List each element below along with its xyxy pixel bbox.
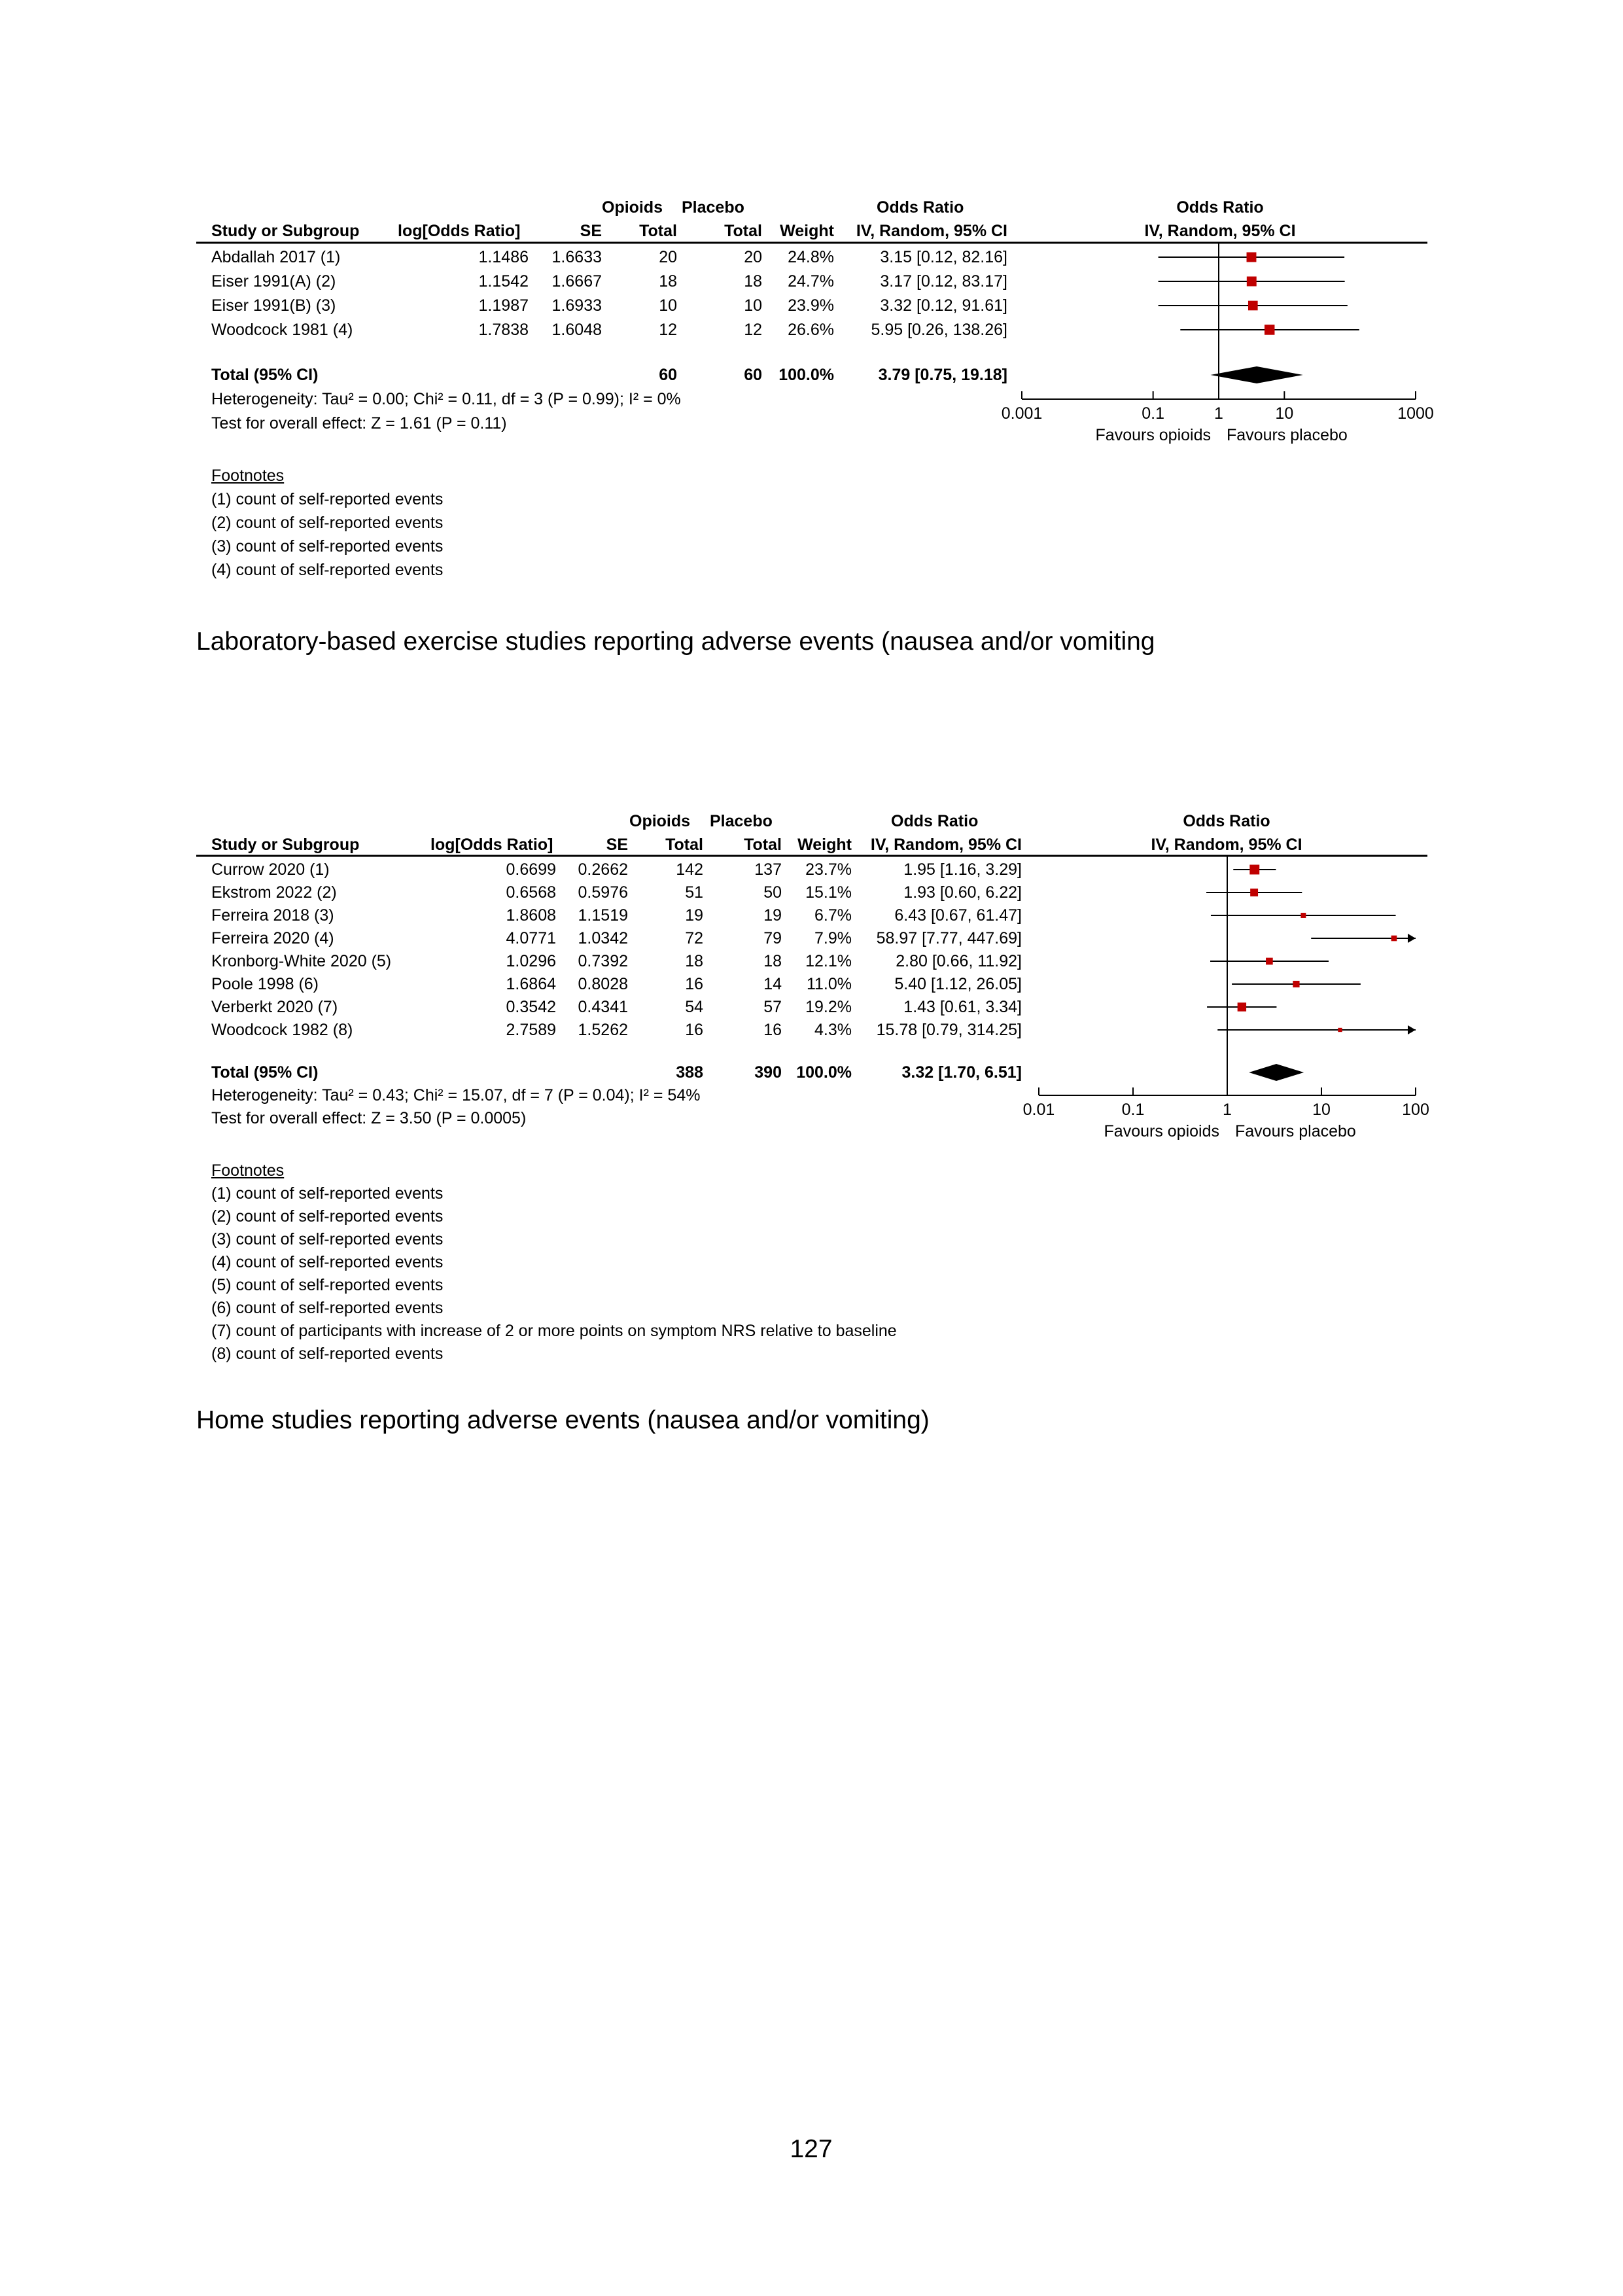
study-name: Verberkt 2020 (7) <box>211 998 338 1016</box>
study-marker <box>1238 1002 1246 1011</box>
study-se: 0.4341 <box>578 998 628 1016</box>
forest-plot-home-studies <box>0 804 1623 1373</box>
header-group2: Placebo <box>710 812 773 830</box>
study-n1: 18 <box>685 952 703 970</box>
study-n2: 10 <box>744 296 762 315</box>
study-n2: 16 <box>763 1021 782 1039</box>
study-name: Currow 2020 (1) <box>211 860 330 879</box>
study-ci: 58.97 [7.77, 447.69] <box>876 929 1022 947</box>
study-n1: 142 <box>676 860 703 879</box>
study-name: Poole 1998 (6) <box>211 975 319 993</box>
study-ci: 1.93 [0.60, 6.22] <box>903 883 1022 902</box>
x-tick-label: 0.1 <box>1121 1101 1145 1119</box>
caption-home: Home studies reporting adverse events (nausea and/or vomiting) <box>196 1406 930 1434</box>
x-tick-label: 10 <box>1312 1101 1331 1119</box>
plot-title: Odds Ratio <box>1183 812 1270 830</box>
study-n2: 12 <box>744 321 762 339</box>
study-n2: 19 <box>763 906 782 925</box>
study-name: Ferreira 2018 (3) <box>211 906 334 925</box>
study-weight: 24.7% <box>788 272 834 291</box>
forest-plot-graphic <box>0 804 1623 1373</box>
header-total1: Total <box>665 836 703 854</box>
study-se: 0.5976 <box>578 883 628 902</box>
x-tick-label: 0.001 <box>1001 404 1043 423</box>
study-n2: 20 <box>744 248 762 266</box>
header-method: IV, Random, 95% CI <box>856 222 1007 240</box>
header-study: Study or Subgroup <box>211 836 360 854</box>
x-tick-label: 0.01 <box>1022 1101 1055 1119</box>
overall-effect-text: Test for overall effect: Z = 1.61 (P = 0.11) <box>211 414 507 433</box>
study-logor: 0.3542 <box>506 998 556 1016</box>
study-weight: 11.0% <box>806 975 852 993</box>
x-tick-label: 1 <box>1214 404 1223 423</box>
study-ci: 15.78 [0.79, 314.25] <box>876 1021 1022 1039</box>
study-n1: 16 <box>685 1021 703 1039</box>
study-name: Ferreira 2020 (4) <box>211 929 334 947</box>
study-n1: 10 <box>659 296 677 315</box>
study-se: 1.1519 <box>578 906 628 925</box>
footnote: (7) count of participants with increase of 2 or more points on symptom NRS relative to baseline <box>211 1322 897 1340</box>
study-n2: 57 <box>763 998 782 1016</box>
header-weight: Weight <box>797 836 852 854</box>
study-n1: 16 <box>685 975 703 993</box>
footnote: (3) count of self-reported events <box>211 537 444 556</box>
total-label: Total (95% CI) <box>211 366 319 384</box>
study-se: 1.0342 <box>578 929 628 947</box>
favours-left-label: Favours opioids <box>1104 1122 1219 1140</box>
study-logor: 2.7589 <box>506 1021 556 1039</box>
study-n1: 72 <box>685 929 703 947</box>
favours-left-label: Favours opioids <box>1095 426 1211 444</box>
footnotes-title: Footnotes <box>211 1161 285 1180</box>
study-marker <box>1248 301 1258 311</box>
study-logor: 1.0296 <box>506 952 556 970</box>
study-se: 1.6633 <box>551 248 602 266</box>
study-n1: 18 <box>659 272 677 291</box>
footnote: (4) count of self-reported events <box>211 561 444 579</box>
study-n1: 54 <box>685 998 703 1016</box>
study-marker <box>1338 1028 1342 1032</box>
study-ci: 1.95 [1.16, 3.29] <box>903 860 1022 879</box>
header-weight: Weight <box>780 222 834 240</box>
footnote: (2) count of self-reported events <box>211 1207 444 1226</box>
footnotes-title: Footnotes <box>211 467 285 485</box>
study-name: Woodcock 1982 (8) <box>211 1021 353 1039</box>
study-logor: 1.1542 <box>478 272 529 291</box>
study-logor: 1.1987 <box>478 296 529 315</box>
study-marker <box>1293 981 1299 987</box>
footnote: (8) count of self-reported events <box>211 1345 444 1363</box>
study-ci: 1.43 [0.61, 3.34] <box>903 998 1022 1016</box>
study-ci: 3.17 [0.12, 83.17] <box>880 272 1007 291</box>
study-logor: 1.6864 <box>506 975 556 993</box>
study-ci: 3.32 [0.12, 91.61] <box>880 296 1007 315</box>
total-ci: 3.79 [0.75, 19.18] <box>878 366 1007 384</box>
total-weight: 100.0% <box>778 366 834 384</box>
study-logor: 1.7838 <box>478 321 529 339</box>
plot-method: IV, Random, 95% CI <box>1144 222 1296 240</box>
study-se: 1.6048 <box>551 321 602 339</box>
study-se: 1.6667 <box>551 272 602 291</box>
study-n2: 18 <box>763 952 782 970</box>
total-n1: 60 <box>659 366 677 384</box>
study-logor: 1.8608 <box>506 906 556 925</box>
x-tick-label: 100 <box>1402 1101 1429 1119</box>
study-marker <box>1247 253 1257 262</box>
favours-right-label: Favours placebo <box>1235 1122 1356 1140</box>
footnote: (3) count of self-reported events <box>211 1230 444 1248</box>
x-tick-label: 1000 <box>1397 404 1434 423</box>
study-n1: 51 <box>685 883 703 902</box>
study-n2: 18 <box>744 272 762 291</box>
heterogeneity-text: Heterogeneity: Tau² = 0.43; Chi² = 15.07, df = 7 (P = 0.04); I² = 54% <box>211 1086 701 1104</box>
header-group1: Opioids <box>602 198 663 217</box>
study-logor: 4.0771 <box>506 929 556 947</box>
study-marker <box>1247 277 1257 287</box>
header-se: SE <box>606 836 628 854</box>
study-n1: 19 <box>685 906 703 925</box>
study-se: 1.5262 <box>578 1021 628 1039</box>
study-logor: 0.6699 <box>506 860 556 879</box>
study-weight: 24.8% <box>788 248 834 266</box>
study-marker <box>1300 913 1306 918</box>
study-weight: 7.9% <box>814 929 852 947</box>
header-logor: log[Odds Ratio] <box>398 222 521 240</box>
study-n1: 20 <box>659 248 677 266</box>
study-logor: 0.6568 <box>506 883 556 902</box>
header-study: Study or Subgroup <box>211 222 360 240</box>
study-n2: 79 <box>763 929 782 947</box>
study-weight: 23.9% <box>788 296 834 315</box>
heterogeneity-text: Heterogeneity: Tau² = 0.00; Chi² = 0.11, df = 3 (P = 0.99); I² = 0% <box>211 390 681 408</box>
plot-title: Odds Ratio <box>1176 198 1264 217</box>
header-group2: Placebo <box>682 198 744 217</box>
study-n2: 50 <box>763 883 782 902</box>
footnote: (6) count of self-reported events <box>211 1299 444 1317</box>
header-logor: log[Odds Ratio] <box>430 836 553 854</box>
study-ci: 2.80 [0.66, 11.92] <box>896 952 1022 970</box>
header-se: SE <box>580 222 602 240</box>
total-n1: 388 <box>676 1063 703 1082</box>
footnote: (2) count of self-reported events <box>211 514 444 532</box>
header-effect: Odds Ratio <box>877 198 964 217</box>
forest-plot-graphic <box>0 190 1623 595</box>
x-tick-label: 0.1 <box>1142 404 1165 423</box>
footnote: (1) count of self-reported events <box>211 1184 444 1203</box>
study-weight: 12.1% <box>805 952 852 970</box>
study-n2: 14 <box>763 975 782 993</box>
footnote: (5) count of self-reported events <box>211 1276 444 1294</box>
study-weight: 15.1% <box>805 883 852 902</box>
study-ci: 3.15 [0.12, 82.16] <box>880 248 1007 266</box>
study-name: Eiser 1991(A) (2) <box>211 272 336 291</box>
study-weight: 23.7% <box>805 860 852 879</box>
header-total2: Total <box>744 836 782 854</box>
study-weight: 4.3% <box>814 1021 852 1039</box>
header-total2: Total <box>724 222 762 240</box>
study-name: Abdallah 2017 (1) <box>211 248 341 266</box>
total-label: Total (95% CI) <box>211 1063 319 1082</box>
study-name: Woodcock 1981 (4) <box>211 321 353 339</box>
total-ci: 3.32 [1.70, 6.51] <box>901 1063 1022 1082</box>
total-n2: 390 <box>754 1063 782 1082</box>
study-name: Kronborg-White 2020 (5) <box>211 952 392 970</box>
header-group1: Opioids <box>629 812 691 830</box>
pooled-diamond <box>1210 366 1302 383</box>
study-weight: 26.6% <box>788 321 834 339</box>
study-logor: 1.1486 <box>478 248 529 266</box>
pooled-diamond <box>1249 1064 1304 1081</box>
study-name: Ekstrom 2022 (2) <box>211 883 337 902</box>
x-tick-label: 10 <box>1275 404 1294 423</box>
study-se: 1.6933 <box>551 296 602 315</box>
overall-effect-text: Test for overall effect: Z = 3.50 (P = 0.0005) <box>211 1109 527 1127</box>
study-se: 0.2662 <box>578 860 628 879</box>
study-n2: 137 <box>754 860 782 879</box>
ci-arrow <box>1408 934 1416 943</box>
header-method: IV, Random, 95% CI <box>870 836 1022 854</box>
study-ci: 5.40 [1.12, 26.05] <box>894 975 1022 993</box>
study-marker <box>1266 958 1273 965</box>
footnote: (4) count of self-reported events <box>211 1253 444 1271</box>
total-n2: 60 <box>744 366 762 384</box>
study-se: 0.7392 <box>578 952 628 970</box>
forest-plot-lab-exercise <box>0 190 1623 595</box>
study-n1: 12 <box>659 321 677 339</box>
favours-right-label: Favours placebo <box>1227 426 1348 444</box>
caption-lab: Laboratory-based exercise studies reporting adverse events (nausea and/or vomiting <box>196 627 1155 656</box>
study-weight: 6.7% <box>814 906 852 925</box>
ci-arrow <box>1408 1025 1416 1034</box>
study-marker <box>1249 865 1259 875</box>
study-marker <box>1265 325 1274 334</box>
study-weight: 19.2% <box>805 998 852 1016</box>
header-effect: Odds Ratio <box>891 812 979 830</box>
total-weight: 100.0% <box>796 1063 852 1082</box>
footnote: (1) count of self-reported events <box>211 490 444 508</box>
page-number: 127 <box>790 2135 833 2163</box>
study-marker <box>1391 936 1397 942</box>
study-ci: 6.43 [0.67, 61.47] <box>894 906 1022 925</box>
study-ci: 5.95 [0.26, 138.26] <box>871 321 1007 339</box>
plot-method: IV, Random, 95% CI <box>1151 836 1302 854</box>
header-total1: Total <box>639 222 677 240</box>
study-se: 0.8028 <box>578 975 628 993</box>
study-marker <box>1250 889 1258 896</box>
x-tick-label: 1 <box>1223 1101 1232 1119</box>
study-name: Eiser 1991(B) (3) <box>211 296 336 315</box>
